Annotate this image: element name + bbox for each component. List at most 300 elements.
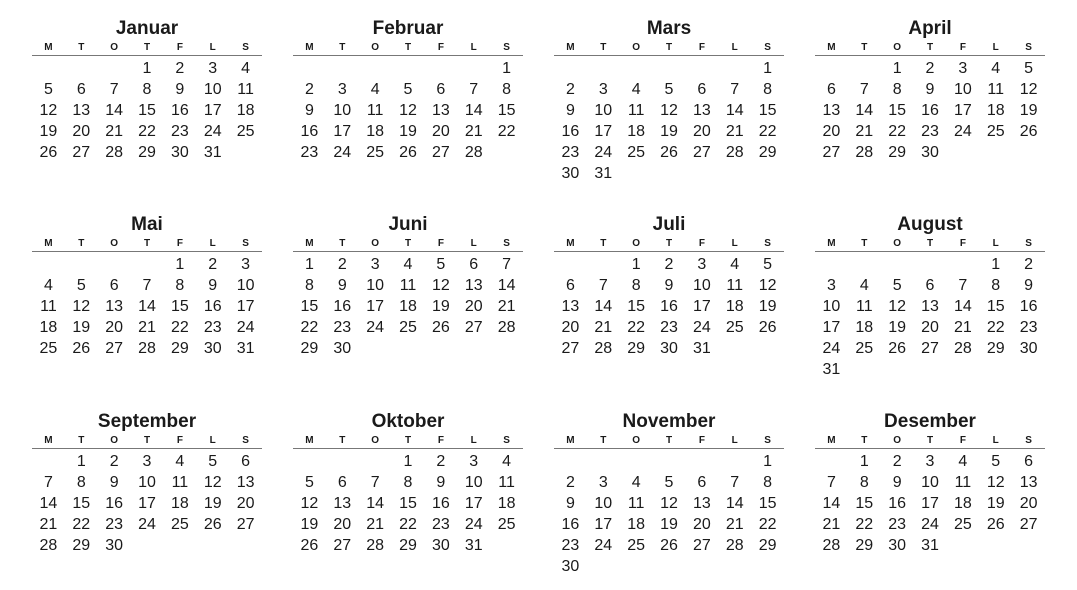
day-cell: 14: [953, 298, 972, 315]
day-cell: 2: [175, 60, 185, 77]
day-cell: 18: [627, 123, 646, 140]
day-cell: 1: [859, 453, 869, 470]
day-cell: 3: [241, 256, 251, 273]
day-cell: 11: [237, 81, 254, 98]
day-cell: 31: [692, 340, 711, 357]
weekday-header: L: [209, 435, 216, 446]
weekday-header: L: [209, 238, 216, 249]
day-cell: 3: [337, 81, 347, 98]
day-cell: 5: [664, 474, 674, 491]
day-cell: 20: [72, 123, 91, 140]
day-cell: 15: [986, 298, 1005, 315]
day-cell: 7: [826, 474, 836, 491]
day-cell: 14: [855, 102, 874, 119]
day-cell: 10: [594, 495, 613, 512]
month-title: Mars: [646, 18, 692, 39]
weekday-header-row: [293, 237, 523, 252]
day-cell: 27: [921, 340, 939, 357]
day-cell: 26: [660, 537, 678, 554]
month-block: [293, 213, 523, 359]
weekday-header: T: [143, 435, 151, 446]
weekday-header: F: [437, 435, 444, 446]
day-cell: 19: [660, 516, 678, 533]
day-cell: 26: [986, 516, 1005, 533]
day-cell: 23: [561, 144, 580, 161]
day-cell: 15: [399, 495, 417, 512]
day-cell: 10: [366, 277, 385, 294]
day-cell: 26: [758, 319, 777, 336]
day-cell: 3: [208, 60, 218, 77]
day-cell: 31: [203, 144, 222, 161]
day-cell: 30: [888, 537, 907, 554]
day-cell: 24: [953, 123, 972, 140]
day-cell: 11: [627, 495, 645, 512]
day-cell: 27: [333, 537, 352, 554]
day-cell: 12: [39, 102, 58, 119]
month-block: [293, 17, 523, 163]
weekday-header: L: [470, 42, 477, 53]
weekday-header: S: [1025, 435, 1032, 446]
day-cell: 24: [822, 340, 841, 357]
day-cell: 10: [921, 474, 939, 491]
day-cell: 16: [203, 298, 222, 315]
weekday-header: O: [371, 238, 380, 249]
day-cell: 20: [921, 319, 939, 336]
day-cell: 21: [497, 298, 516, 315]
weekday-header: F: [176, 238, 183, 249]
day-grid: [293, 254, 523, 359]
day-cell: 6: [469, 256, 479, 273]
day-cell: 28: [497, 319, 516, 336]
day-cell: 17: [953, 102, 972, 119]
weekday-header-row: [554, 41, 784, 56]
day-cell: 24: [594, 144, 613, 161]
day-cell: 27: [692, 144, 711, 161]
weekday-header: T: [665, 42, 673, 53]
weekday-header-row: [554, 434, 784, 449]
weekday-header: M: [305, 435, 314, 446]
month-block: [293, 410, 523, 556]
day-cell: 17: [594, 123, 613, 140]
month-title: November: [622, 411, 716, 432]
day-cell: 3: [469, 453, 479, 470]
day-cell: 4: [958, 453, 968, 470]
weekday-header: M: [44, 238, 53, 249]
weekday-header: O: [371, 42, 380, 53]
day-cell: 3: [697, 256, 707, 273]
day-cell: 25: [725, 319, 744, 336]
day-cell: 20: [333, 516, 352, 533]
day-cell: 3: [598, 474, 608, 491]
day-cell: 13: [333, 495, 352, 512]
weekday-header: S: [242, 42, 249, 53]
weekday-header: M: [44, 435, 53, 446]
day-cell: 6: [697, 81, 707, 98]
weekday-header: S: [503, 435, 510, 446]
day-cell: 8: [859, 474, 869, 491]
day-cell: 2: [565, 81, 575, 98]
day-grid: [32, 254, 262, 359]
day-cell: 9: [664, 277, 674, 294]
weekday-header: S: [1025, 42, 1032, 53]
day-cell: 4: [730, 256, 740, 273]
weekday-header: O: [371, 435, 380, 446]
day-cell: 29: [855, 537, 874, 554]
day-cell: 22: [855, 516, 874, 533]
day-cell: 6: [826, 81, 836, 98]
day-cell: 25: [236, 123, 255, 140]
day-cell: 15: [758, 495, 777, 512]
day-cell: 17: [594, 516, 613, 533]
month-block: [32, 213, 262, 359]
day-cell: 1: [175, 256, 185, 273]
day-cell: 27: [464, 319, 483, 336]
day-cell: 10: [692, 277, 711, 294]
month-title: August: [897, 214, 963, 235]
day-cell: 27: [105, 340, 124, 357]
day-cell: 30: [431, 537, 450, 554]
day-cell: 29: [300, 340, 319, 357]
weekday-header: M: [44, 42, 53, 53]
day-cell: 28: [464, 144, 483, 161]
weekday-header: T: [339, 238, 346, 249]
weekday-header: O: [632, 42, 641, 53]
day-cell: 6: [697, 474, 707, 491]
month-block: [32, 410, 262, 556]
day-cell: 7: [370, 474, 380, 491]
day-cell: 6: [109, 277, 119, 294]
day-grid: [32, 451, 262, 556]
day-grid: [554, 451, 784, 577]
day-cell: 30: [203, 340, 222, 357]
day-cell: 3: [142, 453, 152, 470]
day-cell: 29: [399, 537, 417, 554]
day-cell: 27: [822, 144, 841, 161]
day-cell: 15: [758, 102, 777, 119]
day-cell: 29: [986, 340, 1005, 357]
weekday-header: S: [242, 238, 249, 249]
day-cell: 5: [208, 453, 218, 470]
day-cell: 16: [888, 495, 907, 512]
day-cell: 28: [366, 537, 385, 554]
day-cell: 23: [170, 123, 189, 140]
day-cell: 11: [954, 474, 972, 491]
day-cell: 10: [594, 102, 613, 119]
day-cell: 9: [304, 102, 314, 119]
day-cell: 30: [333, 340, 352, 357]
weekday-header: T: [404, 435, 412, 446]
day-cell: 7: [109, 81, 119, 98]
day-cell: 15: [300, 298, 319, 315]
weekday-header: T: [404, 238, 412, 249]
weekday-header-row: [554, 237, 784, 252]
day-cell: 19: [758, 298, 777, 315]
day-cell: 31: [464, 537, 483, 554]
day-cell: 13: [105, 298, 124, 315]
day-cell: 13: [464, 277, 483, 294]
day-cell: 14: [105, 102, 124, 119]
day-grid: [32, 58, 262, 163]
day-cell: 8: [142, 81, 152, 98]
weekday-header: T: [665, 435, 673, 446]
day-cell: 15: [170, 298, 189, 315]
day-cell: 21: [725, 123, 744, 140]
day-cell: 8: [763, 474, 773, 491]
weekday-header: F: [698, 435, 705, 446]
day-grid: [554, 254, 784, 359]
day-cell: 22: [986, 319, 1005, 336]
day-cell: 21: [855, 123, 874, 140]
day-cell: 18: [497, 495, 516, 512]
day-cell: 9: [337, 277, 347, 294]
day-cell: 26: [660, 144, 678, 161]
day-cell: 30: [1019, 340, 1038, 357]
day-cell: 5: [403, 81, 413, 98]
day-cell: 6: [436, 81, 446, 98]
day-cell: 22: [758, 516, 777, 533]
day-cell: 20: [1019, 495, 1038, 512]
day-cell: 24: [203, 123, 222, 140]
day-cell: 6: [565, 277, 575, 294]
day-cell: 23: [921, 123, 939, 140]
day-cell: 26: [399, 144, 417, 161]
weekday-header: O: [110, 435, 119, 446]
weekday-header: T: [78, 238, 85, 249]
day-cell: 28: [138, 340, 156, 357]
day-cell: 24: [594, 537, 613, 554]
weekday-header: M: [827, 238, 836, 249]
day-cell: 7: [502, 256, 512, 273]
day-cell: 31: [236, 340, 255, 357]
day-cell: 9: [175, 81, 185, 98]
month-block: [815, 17, 1045, 163]
day-cell: 26: [72, 340, 91, 357]
weekday-header: T: [78, 42, 85, 53]
day-cell: 26: [1019, 123, 1038, 140]
day-cell: 11: [627, 102, 645, 119]
weekday-header: T: [143, 42, 151, 53]
day-cell: 27: [72, 144, 91, 161]
day-cell: 9: [109, 474, 119, 491]
day-cell: 21: [953, 319, 972, 336]
month-block: [815, 410, 1045, 556]
day-cell: 1: [763, 453, 773, 470]
month-title: Januar: [115, 18, 179, 39]
month-title: Desember: [884, 411, 976, 432]
day-cell: 4: [370, 81, 380, 98]
month-title: Februar: [372, 18, 444, 39]
day-cell: 30: [561, 558, 580, 575]
weekday-header: M: [566, 435, 575, 446]
day-cell: 30: [105, 537, 124, 554]
day-cell: 5: [892, 277, 902, 294]
day-cell: 16: [431, 495, 450, 512]
day-cell: 26: [888, 340, 907, 357]
day-cell: 30: [561, 165, 580, 182]
day-cell: 22: [497, 123, 516, 140]
day-cell: 26: [203, 516, 222, 533]
day-cell: 3: [958, 60, 968, 77]
day-cell: 14: [497, 277, 516, 294]
weekday-header: S: [764, 435, 771, 446]
day-cell: 10: [138, 474, 156, 491]
weekday-header: T: [926, 435, 934, 446]
day-cell: 7: [859, 81, 869, 98]
day-cell: 12: [888, 298, 907, 315]
day-grid: [815, 58, 1045, 163]
day-cell: 3: [598, 81, 608, 98]
day-cell: 9: [1024, 277, 1034, 294]
day-cell: 19: [300, 516, 319, 533]
day-cell: 27: [1019, 516, 1038, 533]
day-cell: 22: [138, 123, 156, 140]
day-cell: 29: [138, 144, 156, 161]
day-cell: 8: [76, 474, 86, 491]
day-cell: 22: [888, 123, 907, 140]
day-cell: 17: [692, 298, 711, 315]
month-block: [554, 410, 784, 577]
weekday-header: M: [827, 42, 836, 53]
day-cell: 21: [366, 516, 385, 533]
day-cell: 12: [431, 277, 450, 294]
weekday-header: F: [437, 238, 444, 249]
weekday-header: T: [861, 42, 868, 53]
day-cell: 25: [627, 537, 646, 554]
weekday-header: T: [926, 238, 934, 249]
month-block: [554, 17, 784, 184]
day-cell: 10: [333, 102, 352, 119]
day-cell: 25: [855, 340, 874, 357]
day-cell: 18: [399, 298, 417, 315]
day-cell: 18: [236, 102, 255, 119]
day-cell: 5: [763, 256, 773, 273]
weekday-header: T: [404, 42, 412, 53]
day-cell: 19: [39, 123, 58, 140]
day-cell: 22: [72, 516, 91, 533]
day-cell: 18: [170, 495, 189, 512]
weekday-header: L: [731, 238, 738, 249]
day-cell: 3: [370, 256, 380, 273]
day-cell: 9: [565, 102, 575, 119]
day-cell: 24: [366, 319, 385, 336]
day-cell: 27: [236, 516, 255, 533]
day-cell: 10: [203, 81, 222, 98]
day-cell: 19: [399, 123, 417, 140]
day-cell: 2: [436, 453, 446, 470]
day-cell: 17: [366, 298, 385, 315]
day-cell: 20: [692, 123, 711, 140]
day-cell: 15: [855, 495, 874, 512]
day-cell: 11: [171, 474, 189, 491]
day-cell: 11: [399, 277, 417, 294]
day-cell: 11: [726, 277, 744, 294]
day-cell: 20: [431, 123, 450, 140]
day-cell: 18: [953, 495, 972, 512]
day-cell: 2: [565, 474, 575, 491]
day-cell: 19: [203, 495, 222, 512]
weekday-header: T: [600, 238, 607, 249]
day-cell: 15: [72, 495, 91, 512]
day-cell: 4: [859, 277, 869, 294]
day-cell: 6: [925, 277, 935, 294]
day-cell: 5: [76, 277, 86, 294]
weekday-header: T: [339, 42, 346, 53]
month-title: April: [908, 18, 952, 39]
day-cell: 1: [502, 60, 512, 77]
day-cell: 10: [953, 81, 972, 98]
day-cell: 28: [594, 340, 613, 357]
day-cell: 29: [758, 144, 777, 161]
day-cell: 9: [925, 81, 935, 98]
day-cell: 22: [170, 319, 189, 336]
day-cell: 12: [399, 102, 417, 119]
weekday-header: O: [110, 238, 119, 249]
day-cell: 3: [826, 277, 836, 294]
day-cell: 29: [170, 340, 189, 357]
day-cell: 12: [1019, 81, 1038, 98]
day-cell: 17: [333, 123, 352, 140]
weekday-header: T: [78, 435, 85, 446]
day-cell: 2: [925, 60, 935, 77]
month-title: Juli: [652, 214, 686, 235]
weekday-header: M: [827, 435, 836, 446]
day-cell: 24: [921, 516, 939, 533]
day-cell: 30: [921, 144, 939, 161]
day-cell: 6: [76, 81, 86, 98]
weekday-header: L: [731, 435, 738, 446]
day-cell: 22: [399, 516, 417, 533]
day-cell: 28: [725, 537, 744, 554]
day-cell: 13: [692, 102, 711, 119]
day-cell: 1: [763, 60, 773, 77]
month-title: Mai: [131, 214, 163, 235]
day-cell: 4: [403, 256, 413, 273]
day-cell: 21: [725, 516, 744, 533]
day-cell: 12: [986, 474, 1005, 491]
day-cell: 24: [236, 319, 255, 336]
weekday-header: F: [959, 435, 966, 446]
day-cell: 2: [208, 256, 218, 273]
day-cell: 28: [855, 144, 874, 161]
weekday-header: L: [992, 435, 999, 446]
day-cell: 29: [888, 144, 907, 161]
day-cell: 23: [105, 516, 124, 533]
day-cell: 22: [300, 319, 319, 336]
day-grid: [815, 451, 1045, 556]
day-cell: 9: [208, 277, 218, 294]
day-cell: 9: [892, 474, 902, 491]
day-cell: 23: [888, 516, 907, 533]
day-cell: 5: [1024, 60, 1034, 77]
day-cell: 16: [170, 102, 189, 119]
month-title: Juni: [388, 214, 428, 235]
day-cell: 1: [142, 60, 152, 77]
day-cell: 20: [692, 516, 711, 533]
weekday-header: F: [698, 238, 705, 249]
day-cell: 28: [39, 537, 58, 554]
day-cell: 2: [337, 256, 347, 273]
weekday-header: M: [566, 238, 575, 249]
weekday-header: T: [600, 42, 607, 53]
day-cell: 23: [203, 319, 222, 336]
day-grid: [554, 58, 784, 184]
weekday-header: O: [893, 42, 902, 53]
day-cell: 18: [627, 516, 646, 533]
weekday-header: L: [209, 42, 216, 53]
day-grid: [293, 58, 523, 163]
day-cell: 10: [464, 474, 483, 491]
weekday-header: F: [176, 435, 183, 446]
